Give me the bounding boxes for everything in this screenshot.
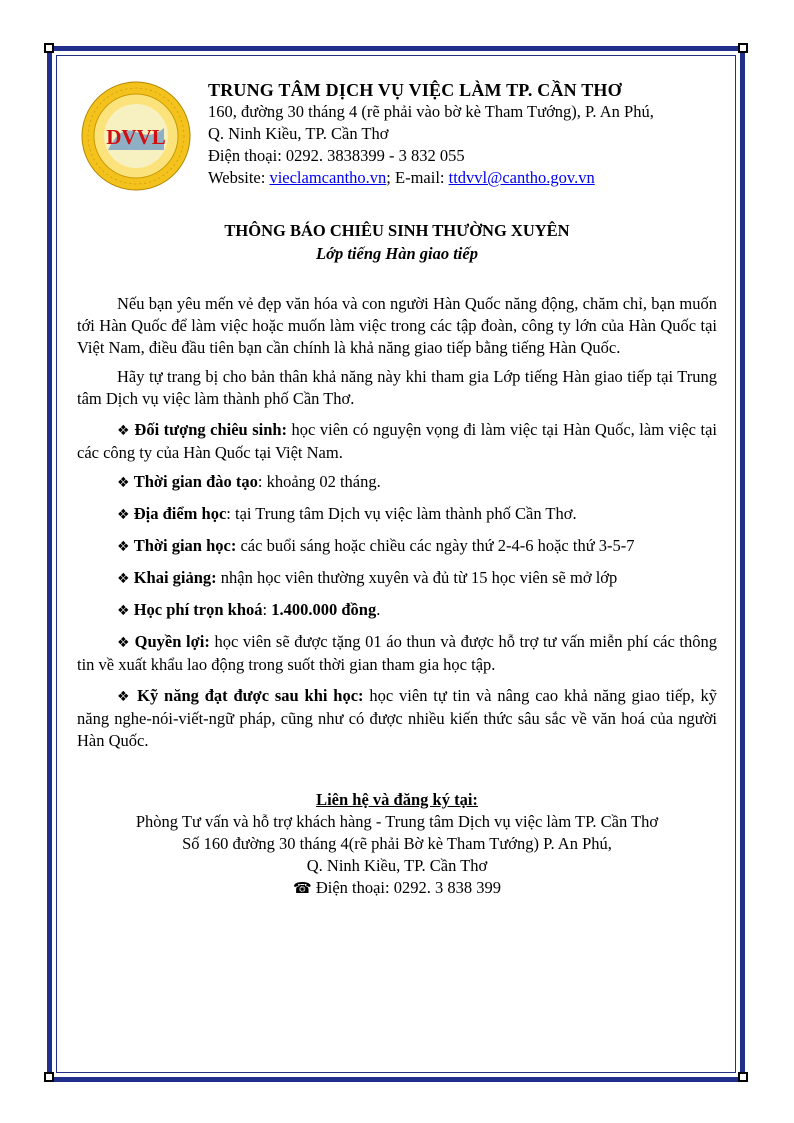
list-item: ❖ Thời gian học: các buổi sáng hoặc chiều các ngày thứ 2-4-6 hoặc thứ 3-5-7	[117, 536, 635, 555]
website-link[interactable]: vieclamcantho.vn	[269, 168, 387, 187]
list-item: ❖ Học phí trọn khoá: 1.400.000 đồng.	[117, 600, 381, 619]
diamond-bullet-icon: ❖	[117, 475, 130, 491]
telephone-icon: ☎	[293, 879, 312, 897]
contact-line: Q. Ninh Kiều, TP. Cần Thơ	[306, 856, 488, 875]
notice-body	[77, 293, 717, 759]
address-line: 160, đường 30 tháng 4 (rẽ phải vào bờ kè Tham Tướng), P. An Phú,	[208, 102, 654, 121]
contact-section	[0, 789, 794, 899]
list-item: ❖ Thời gian đào tạo: khoảng 02 tháng.	[117, 472, 381, 491]
list-item: ❖ Đối tượng chiêu sinh: học viên có nguyện vọng đi làm việc tại Hàn Quốc, làm việc tại các công ty của Hàn Quốc tại Việt Nam.	[77, 420, 717, 462]
diamond-bullet-icon: ❖	[117, 635, 131, 651]
phone-line: Điện thoại: 0292. 3838399 - 3 832 055	[208, 146, 465, 165]
course-subtitle: Lớp tiếng Hàn giao tiếp	[316, 244, 478, 263]
diamond-bullet-icon: ❖	[117, 507, 130, 523]
intro-paragraph: Hãy tự trang bị cho bản thân khả năng này khi tham gia Lớp tiếng Hàn giao tiếp tại Trung tâm Dịch vụ việc làm thành phố Cần Thơ.	[77, 367, 717, 408]
intro-paragraph: Nếu bạn yêu mến vẻ đẹp văn hóa và con người Hàn Quốc năng động, chăm chỉ, bạn muốn tới Hàn Quốc để làm việc hoặc muốn làm việc trong các tập đoàn, công ty lớn của Hàn Quốc tại Việt Nam, điều đầu tiên bạn cần chính là khả năng giao tiếp bằng tiếng Hàn Quốc.	[77, 294, 717, 357]
diamond-bullet-icon: ❖	[117, 539, 130, 555]
contact-heading: Liên hệ và đăng ký tại:	[316, 790, 478, 809]
notice-title: THÔNG BÁO CHIÊU SINH THƯỜNG XUYÊN	[224, 221, 570, 240]
contact-line: Số 160 đường 30 tháng 4(rẽ phải Bờ kè Tham Tướng) P. An Phú,	[182, 834, 612, 853]
organization-header	[208, 79, 738, 189]
diamond-bullet-icon: ❖	[117, 571, 130, 587]
list-item: ❖ Quyền lợi: học viên sẽ được tặng 01 áo thun và được hỗ trợ tư vấn miễn phí các thông tin về xuất khẩu lao động trong suốt thời gian tham gia học tập.	[77, 632, 718, 674]
list-item: ❖ Khai giảng: nhận học viên thường xuyên và đủ từ 15 học viên sẽ mở lớp	[117, 568, 618, 587]
svg-text:DVVL: DVVL	[106, 125, 166, 149]
diamond-bullet-icon: ❖	[117, 603, 130, 619]
contact-phone: ☎ Điện thoại: 0292. 3 838 399	[293, 878, 501, 897]
list-item: ❖ Kỹ năng đạt được sau khi học: học viên tự tin và nâng cao khả năng giao tiếp, kỹ năng nghe-nói-viết-ngữ pháp, cũng như có được nhiều kiến thức sâu sắc về văn hoá của người Hàn Quốc.	[77, 686, 717, 750]
list-item: ❖ Địa điểm học: tại Trung tâm Dịch vụ việc làm thành phố Cần Thơ.	[117, 504, 577, 523]
email-link[interactable]: ttdvvl@cantho.gov.vn	[448, 168, 595, 187]
web-email-line: Website: vieclamcantho.vn; E-mail: ttdvvl@cantho.gov.vn	[208, 168, 595, 187]
contact-line: Phòng Tư vấn và hỗ trợ khách hàng - Trung tâm Dịch vụ việc làm TP. Cần Thơ	[135, 812, 659, 831]
address-line: Q. Ninh Kiều, TP. Cần Thơ	[208, 124, 389, 143]
border-corner	[44, 1072, 54, 1082]
diamond-bullet-icon: ❖	[117, 423, 130, 439]
organization-name: TRUNG TÂM DỊCH VỤ VIỆC LÀM TP. CẦN THƠ	[208, 80, 622, 100]
dvvl-logo	[80, 80, 192, 192]
diamond-bullet-icon: ❖	[117, 689, 132, 705]
border-corner	[44, 43, 54, 53]
border-corner	[738, 1072, 748, 1082]
border-corner	[738, 43, 748, 53]
